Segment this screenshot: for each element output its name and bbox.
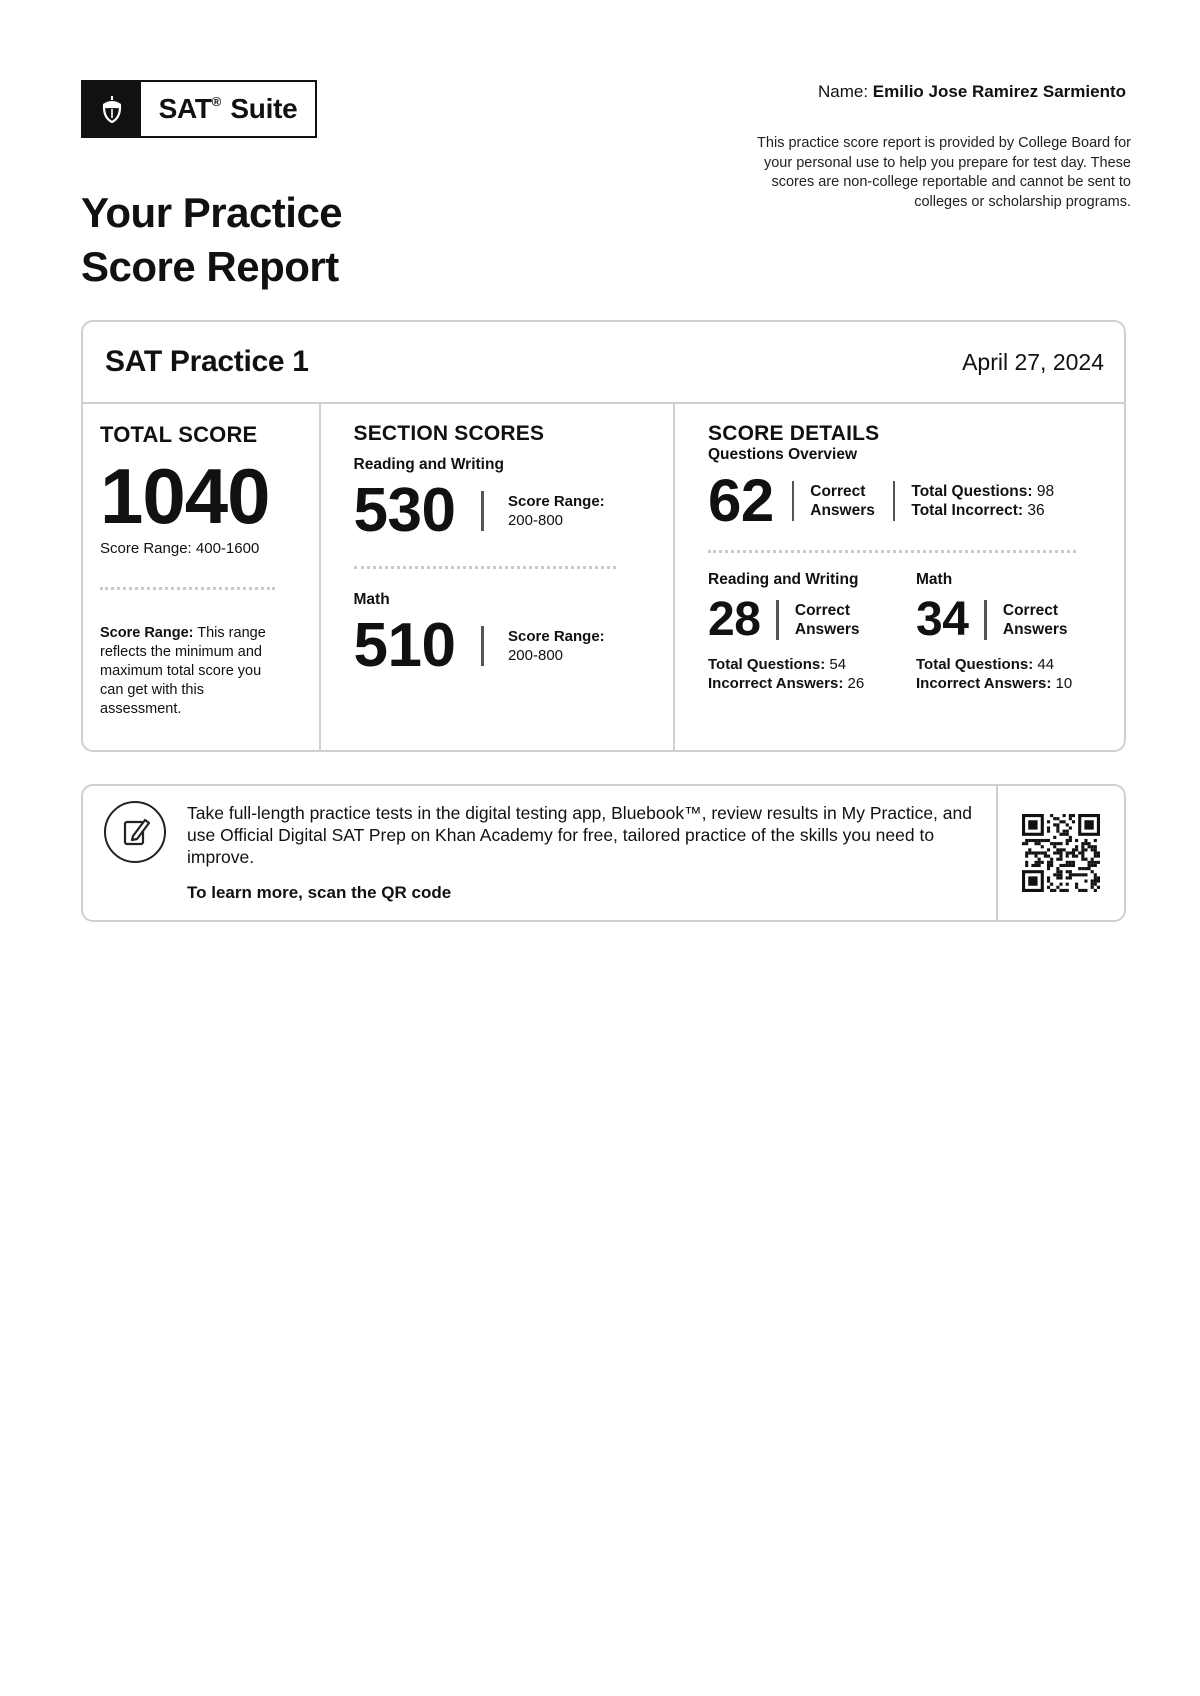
- math-section-range: Score Range: 200-800: [507, 628, 605, 664]
- rw-correct-count: 28: [708, 593, 761, 646]
- math-details: [916, 571, 1124, 693]
- math-section-score-row: [354, 613, 673, 679]
- total-score-column: [83, 404, 321, 751]
- rw-details-label: Reading and Writing: [708, 571, 859, 588]
- math-correct-count: 34: [916, 593, 969, 646]
- divider: [792, 481, 795, 521]
- divider: [481, 491, 484, 531]
- promo-text-block: [187, 786, 996, 920]
- logo-wordmark: SAT ® Suite: [158, 93, 298, 124]
- qr-code-cell: [996, 786, 1124, 920]
- promo-cta: To learn more, scan the QR code: [187, 883, 452, 902]
- math-details-totals: Total Questions: 44 Incorrect Answers: 10: [916, 656, 1073, 692]
- test-date: April 27, 2024: [962, 348, 1104, 375]
- sat-suite-logo: [81, 80, 317, 138]
- score-card: [81, 320, 1126, 752]
- total-score-heading: TOTAL SCORE: [100, 422, 258, 447]
- correct-answers-label: Correct Answers: [810, 483, 875, 519]
- questions-overview-row: [708, 468, 1124, 534]
- divider: [100, 587, 275, 590]
- rw-details-totals: Total Questions: 54 Incorrect Answers: 26: [708, 656, 865, 692]
- section-scores-heading: SECTION SCORES: [353, 422, 545, 445]
- divider: [984, 600, 987, 640]
- overview-correct-count: 62: [708, 467, 774, 534]
- rw-section-label: Reading and Writing: [353, 456, 504, 473]
- math-section-score: 510: [353, 611, 456, 680]
- rw-section-score-row: [354, 478, 673, 544]
- correct-answers-label: Correct Answers: [1002, 602, 1068, 638]
- score-range-note: Score Range: This range reflects the minimum and maximum total score you can get with this assessment.: [100, 625, 266, 717]
- overview-totals: Total Questions: 98 Total Incorrect: 36: [911, 483, 1055, 519]
- page-title: Your Practice Score Report: [81, 189, 343, 290]
- score-details-column: [675, 404, 1124, 751]
- student-name: Name: Emilio Jose Ramirez Sarmiento: [817, 82, 1126, 101]
- divider: [776, 600, 779, 640]
- test-name: SAT Practice 1: [105, 345, 309, 378]
- total-score-value: 1040: [100, 452, 270, 540]
- promo-description: Take full-length practice tests in the digital testing app, Bluebook™, review results in My Practice, and use Official Digital SAT Prep on Khan Academy for free, tailored practice of the skills you need to improve.: [187, 803, 972, 867]
- section-details-grid: [708, 571, 1124, 693]
- disclaimer-text: This practice score report is provided by College Board for your personal use to help you prepare for test day. These scores are non-college reportable and cannot be sent to colleges or scholarship programs.: [757, 135, 1131, 210]
- total-score-range: Score Range: 400-1600: [100, 540, 260, 557]
- questions-overview-label: Questions Overview: [708, 446, 858, 463]
- divider: [708, 550, 1076, 553]
- edit-note-icon: [103, 800, 167, 864]
- card-header: [83, 322, 1124, 404]
- qr-code[interactable]: [1022, 814, 1100, 892]
- math-section-label: Math: [353, 591, 390, 608]
- score-details-heading: SCORE DETAILS: [708, 422, 880, 445]
- rw-correct-row: [708, 593, 916, 647]
- divider: [481, 626, 484, 666]
- acorn-icon: [83, 82, 141, 136]
- math-details-label: Math: [916, 571, 953, 588]
- correct-answers-label: Correct Answers: [794, 602, 860, 638]
- divider: [354, 566, 616, 569]
- practice-promo-card: [81, 784, 1126, 922]
- divider: [893, 481, 896, 521]
- math-correct-row: [916, 593, 1124, 647]
- rw-details: [708, 571, 916, 693]
- rw-section-range: Score Range: 200-800: [507, 493, 605, 529]
- rw-section-score: 530: [353, 476, 456, 545]
- section-scores-column: [321, 404, 675, 751]
